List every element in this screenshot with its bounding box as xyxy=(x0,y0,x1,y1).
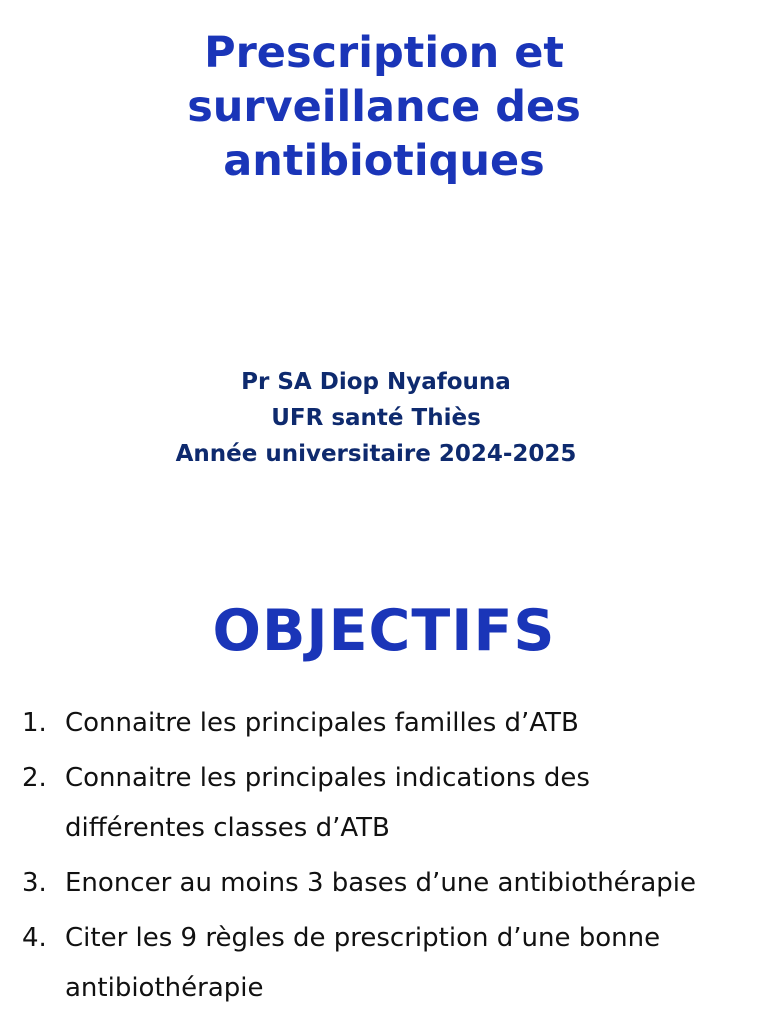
presentation-title xyxy=(0,26,768,188)
objective-number: 2. xyxy=(22,763,47,793)
institution-name: UFR santé Thiès xyxy=(271,405,481,431)
objectives-list xyxy=(0,698,768,1018)
objective-item xyxy=(0,858,768,908)
objective-number: 3. xyxy=(22,868,47,898)
objective-item xyxy=(0,698,768,748)
objectives-heading: OBJECTIFS xyxy=(212,598,556,664)
author-block xyxy=(0,364,752,472)
objective-item xyxy=(0,913,768,1013)
objective-text: Enoncer au moins 3 bases d’une antibiothérapie xyxy=(65,868,697,898)
objective-number: 4. xyxy=(22,923,47,953)
objective-item xyxy=(0,753,768,853)
objective-text-continued: antibiothérapie xyxy=(65,973,264,1003)
title-line: surveillance des xyxy=(187,82,581,132)
objective-number: 1. xyxy=(22,708,47,738)
objective-text: Connaitre les principales indications des xyxy=(65,763,590,793)
objectives-slide xyxy=(0,512,768,1024)
title-line: Prescription et xyxy=(204,28,564,78)
objective-text: Citer les 9 règles de prescription d’une bonne xyxy=(65,923,661,953)
author-name: Pr SA Diop Nyafouna xyxy=(241,369,511,395)
academic-year: Année universitaire 2024-2025 xyxy=(175,441,577,467)
title-line: antibiotiques xyxy=(223,136,545,186)
objective-text: Connaitre les principales familles d’ATB xyxy=(65,708,579,738)
objective-text-continued: différentes classes d’ATB xyxy=(65,813,390,843)
